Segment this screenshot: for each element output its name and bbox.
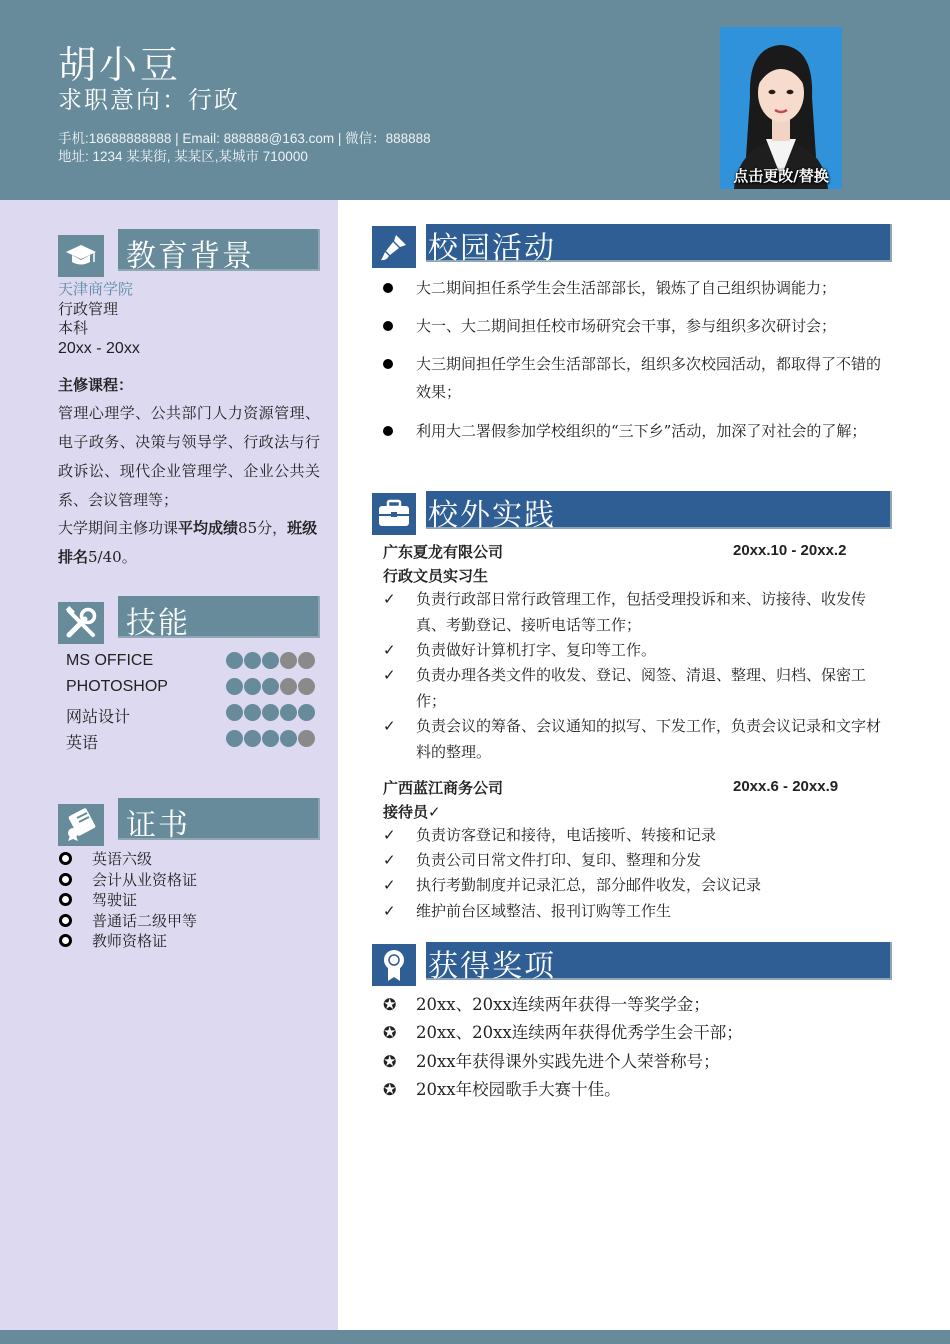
skill-dot-filled xyxy=(244,678,261,695)
duty-text: 执行考勤制度并记录汇总，部分邮件收发，会议记录 xyxy=(416,876,762,894)
duty-text: 负责会议的筹备、会议通知的拟写、下发工作，负责会议记录和文字材料的整理。 xyxy=(416,717,882,761)
job-intent-label: 求职意向： xyxy=(58,86,188,114)
skill-name: 英语 xyxy=(66,733,99,752)
job-period: 20xx.6 - 20xx.9 xyxy=(733,778,839,795)
certificate-item: 会计从业资格证 xyxy=(58,869,197,890)
certificates-list xyxy=(58,848,197,951)
skills-title: 技能 xyxy=(126,606,190,641)
brush-icon xyxy=(372,226,416,268)
job-role: 接待员✓ xyxy=(383,803,441,821)
education-heading xyxy=(58,229,320,274)
award-text: 20xx、20xx连续两年获得一等奖学金； xyxy=(416,995,710,1014)
duty-text: 维护前台区域整洁、报刊订购等工作生 xyxy=(416,902,672,920)
campus-heading xyxy=(372,224,892,264)
courses-title: 主修课程： xyxy=(58,376,134,394)
duty-item xyxy=(383,873,888,899)
skill-dot-filled xyxy=(244,704,261,721)
education-details xyxy=(58,280,328,358)
duty-text: 负责公司日常文件打印、复印、整理和分发 xyxy=(416,851,702,869)
campus-item xyxy=(383,417,888,445)
skill-dot-filled xyxy=(244,652,261,669)
campus-title: 校园活动 xyxy=(428,231,556,266)
skill-name: PHOTOSHOP xyxy=(66,678,168,695)
certificate-item: 英语六级 xyxy=(58,848,197,869)
campus-item xyxy=(383,350,888,406)
skill-dot-empty xyxy=(298,730,315,747)
star-bullet-icon: ✪ xyxy=(383,995,397,1014)
class-rank: 5/40。 xyxy=(88,548,137,566)
gpa-prefix: 大学期间主修功课 xyxy=(58,519,179,537)
duty-item xyxy=(383,848,888,874)
practice-title: 校外实践 xyxy=(428,498,556,533)
skill-dot-empty xyxy=(280,652,297,669)
star-bullet-icon: ✪ xyxy=(383,1052,397,1071)
major: 行政管理 xyxy=(58,299,119,318)
skill-dot-filled xyxy=(262,678,279,695)
duty-item xyxy=(383,714,888,765)
bullet-dot-icon xyxy=(383,283,393,293)
bullet-dot-icon xyxy=(383,359,393,369)
skill-level-dots xyxy=(226,678,315,695)
sidebar xyxy=(0,200,338,1330)
skill-item xyxy=(66,650,318,676)
contact-line-address: 地址: 1234 某某街, 某某区,某城市 710000 xyxy=(58,149,308,164)
school-name: 天津商学院 xyxy=(58,280,134,298)
tools-icon xyxy=(58,602,104,644)
company-name: 广东夏龙有限公司 xyxy=(383,543,504,561)
skill-item xyxy=(66,728,318,754)
education-title: 教育背景 xyxy=(126,239,254,274)
job-intent xyxy=(58,80,240,115)
checkmark-icon: ✓ xyxy=(383,590,396,608)
skill-dot-filled xyxy=(226,704,243,721)
checkmark-icon: ✓ xyxy=(383,641,396,659)
skill-item xyxy=(66,676,318,702)
awards-title: 获得奖项 xyxy=(428,949,556,984)
award-item xyxy=(383,1076,888,1104)
award-item xyxy=(383,991,888,1019)
award-item xyxy=(383,1019,888,1047)
certificate-item: 驾驶证 xyxy=(58,889,197,910)
skill-name: 网站设计 xyxy=(66,707,131,726)
certificate-item: 普通话二级甲等 xyxy=(58,910,197,931)
profile-photo[interactable] xyxy=(720,27,842,189)
job-role: 行政文员实习生 xyxy=(383,567,489,585)
rank-label: 班级排名 xyxy=(58,519,318,566)
skill-dot-filled xyxy=(262,704,279,721)
briefcase-icon xyxy=(372,493,416,535)
skill-dot-filled xyxy=(298,704,315,721)
contact-line-phone-email: 手机:18688888888 | Email: 888888@163.com | 微信：888888 xyxy=(58,131,431,146)
footer-bar xyxy=(0,1330,950,1344)
header xyxy=(0,0,950,200)
checkmark-icon: ✓ xyxy=(383,851,396,869)
duty-text: 负责做好计算机打字、复印等工作。 xyxy=(416,641,657,659)
contact-info xyxy=(58,130,431,166)
checkmark-icon: ✓ xyxy=(383,826,396,844)
duty-item xyxy=(383,663,888,714)
awards-heading xyxy=(372,942,892,982)
duty-text: 负责访客登记和接待，电话接听、转接和记录 xyxy=(416,826,717,844)
gpa-label: 平均成绩 xyxy=(178,519,239,537)
checkmark-icon: ✓ xyxy=(383,717,396,735)
skill-dot-filled xyxy=(280,730,297,747)
skill-item xyxy=(66,702,318,728)
gpa-text xyxy=(58,514,320,572)
company-name: 广西蓝江商务公司 xyxy=(383,779,504,797)
campus-item-text: 大一、大二期间担任校市场研究会干事，参与组织多次研讨会； xyxy=(416,317,837,335)
skills-list xyxy=(66,650,318,754)
award-text: 20xx年获得课外实践先进个人荣誉称号； xyxy=(416,1052,720,1071)
skill-dot-filled xyxy=(226,678,243,695)
skill-dot-empty xyxy=(298,652,315,669)
graduation-cap-icon xyxy=(58,235,104,277)
duty-item xyxy=(383,823,888,849)
job-intent-value: 行政 xyxy=(188,86,240,114)
skill-level-dots xyxy=(226,652,315,669)
duty-item xyxy=(383,638,888,664)
duty-item xyxy=(383,587,888,638)
checkmark-icon: ✓ xyxy=(383,902,396,920)
skill-dot-filled xyxy=(262,652,279,669)
skill-dot-empty xyxy=(280,678,297,695)
certificates-heading xyxy=(58,798,320,843)
bullet-dot-icon xyxy=(383,426,393,436)
campus-item xyxy=(383,312,888,340)
gpa-score: 85分， xyxy=(238,519,288,537)
duty-text: 负责行政部日常行政管理工作，包括受理投诉和来、访接待、收发传真、考勤登记、接听电话等工作； xyxy=(416,590,867,634)
photo-caption[interactable]: 点击更改/替换 xyxy=(733,167,829,185)
courses-text: 管理心理学、公共部门人力资源管理、电子政务、决策与领导学、行政法与行政诉讼、现代企业管理学、企业公共关系、会议管理等； xyxy=(58,404,320,509)
candidate-name: 胡小豆 xyxy=(58,43,182,87)
certificate-item: 教师资格证 xyxy=(58,930,197,951)
medal-icon xyxy=(372,944,416,986)
skill-dot-filled xyxy=(244,730,261,747)
checkmark-icon: ✓ xyxy=(383,666,396,684)
campus-item-text: 大三期间担任学生会生活部部长，组织多次校园活动，都取得了不错的效果； xyxy=(416,355,882,401)
checkmark-icon: ✓ xyxy=(383,876,396,894)
skill-dot-filled xyxy=(262,730,279,747)
skill-dot-filled xyxy=(226,652,243,669)
award-item xyxy=(383,1048,888,1076)
star-bullet-icon: ✪ xyxy=(383,1023,397,1042)
award-text: 20xx年校园歌手大赛十佳。 xyxy=(416,1080,621,1099)
degree: 本科 xyxy=(58,319,89,337)
skill-level-dots xyxy=(226,704,315,721)
skill-level-dots xyxy=(226,730,315,747)
job-period: 20xx.10 - 20xx.2 xyxy=(733,542,847,559)
skill-name: MS OFFICE xyxy=(66,652,154,669)
campus-item xyxy=(383,274,888,302)
skill-dot-filled xyxy=(280,704,297,721)
certificate-icon xyxy=(58,804,104,846)
campus-item-text: 利用大二署假参加学校组织的“三下乡”活动，加深了对社会的了解； xyxy=(416,422,867,440)
skill-dot-filled xyxy=(226,730,243,747)
certificates-title: 证书 xyxy=(126,808,190,843)
education-years: 20xx - 20xx xyxy=(58,339,140,357)
duty-text: 负责办理各类文件的收发、登记、阅签、清退、整理、归档、保密工作； xyxy=(416,666,867,710)
duty-item xyxy=(383,899,888,925)
practice-heading xyxy=(372,491,892,531)
skills-heading xyxy=(58,596,320,641)
bullet-dot-icon xyxy=(383,321,393,331)
skill-dot-empty xyxy=(298,678,315,695)
campus-item-text: 大二期间担任系学生会生活部部长，锻炼了自己组织协调能力； xyxy=(416,279,837,297)
star-bullet-icon: ✪ xyxy=(383,1080,397,1099)
award-text: 20xx、20xx连续两年获得优秀学生会干部； xyxy=(416,1023,743,1042)
